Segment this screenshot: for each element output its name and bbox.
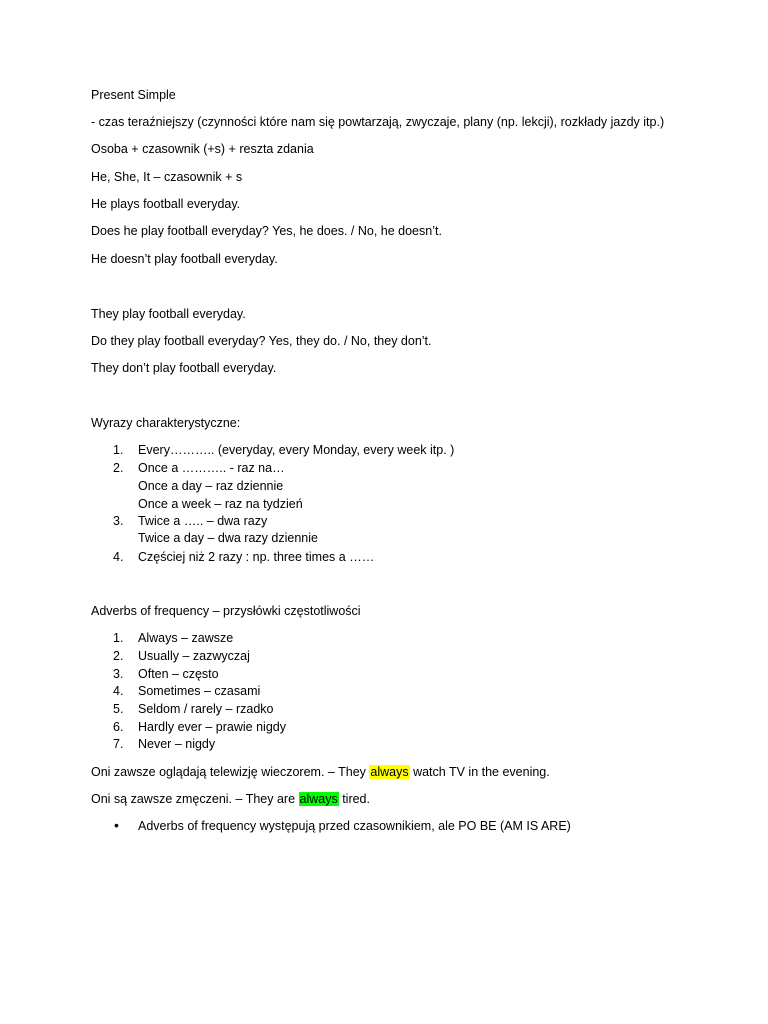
list-number: 4. [113,550,124,564]
list-number: 3. [113,514,124,528]
list-item: Every……….. (everyday, every Monday, every week itp. ) [138,443,455,457]
list-number: 5. [113,702,124,716]
example-sentence-1 [91,764,550,780]
list-number: 6. [113,720,124,734]
list-item: Often – często [138,667,219,681]
list-item: Usually – zazwyczaj [138,649,250,663]
list-item-continuation: Once a day – raz dziennie [138,479,284,493]
list-number: 7. [113,737,124,751]
list-item: Never – nigdy [138,737,216,751]
example-sentence-2 [91,791,370,807]
highlight-yellow: always [370,765,409,779]
list-number: 3. [113,667,124,681]
list-item: Seldom / rarely – rzadko [138,702,274,716]
they-example-negative: They don’t play football everyday. [91,361,277,375]
they-example-affirmative: They play football everyday. [91,307,246,321]
adverbs-heading: Adverbs of frequency – przysłówki częstotliwości [91,604,361,618]
example-1-before: Oni zawsze oglądają telewizję wieczorem. – They [91,765,370,779]
list-number: 4. [113,684,124,698]
list-item: Once a ……….. - raz na… [138,461,285,475]
example-2-after: tired. [338,792,370,806]
intro-text: - czas teraźniejszy (czynności które nam się powtarzają, zwyczaje, plany (np. lekcji), rozkłady jazdy itp.) [91,115,665,129]
they-example-question: Do they play football everyday? Yes, they do. / No, they don’t. [91,334,432,348]
list-item-continuation: Once a week – raz na tydzień [138,497,303,511]
characteristic-heading: Wyrazy charakterystyczne: [91,416,241,430]
list-item-continuation: Twice a day – dwa razy dziennie [138,531,318,545]
list-item: Częściej niż 2 razy : np. three times a …… [138,550,375,564]
bullet-note: Adverbs of frequency występują przed czasownikiem, ale PO BE (AM IS ARE) [138,819,571,833]
list-number: 2. [113,461,124,475]
list-item: Always – zawsze [138,631,234,645]
he-example-affirmative: He plays football everyday. [91,197,241,211]
he-example-question: Does he play football everyday? Yes, he does. / No, he doesn’t. [91,224,442,238]
list-item: Sometimes – czasami [138,684,261,698]
example-1-after: watch TV in the evening. [409,765,550,779]
page-title: Present Simple [91,88,176,102]
list-number: 1. [113,443,124,457]
he-example-negative: He doesn’t play football everyday. [91,252,278,266]
list-item: Twice a ….. – dwa razy [138,514,268,528]
third-person-rule: He, She, It – czasownik + s [91,170,243,184]
list-number: 1. [113,631,124,645]
bullet-icon: • [114,817,119,833]
list-item: Hardly ever – prawie nigdy [138,720,286,734]
formula-text: Osoba + czasownik (+s) + reszta zdania [91,142,314,156]
highlight-green: always [299,792,338,806]
list-number: 2. [113,649,124,663]
example-2-before: Oni są zawsze zmęczeni. – They are [91,792,299,806]
